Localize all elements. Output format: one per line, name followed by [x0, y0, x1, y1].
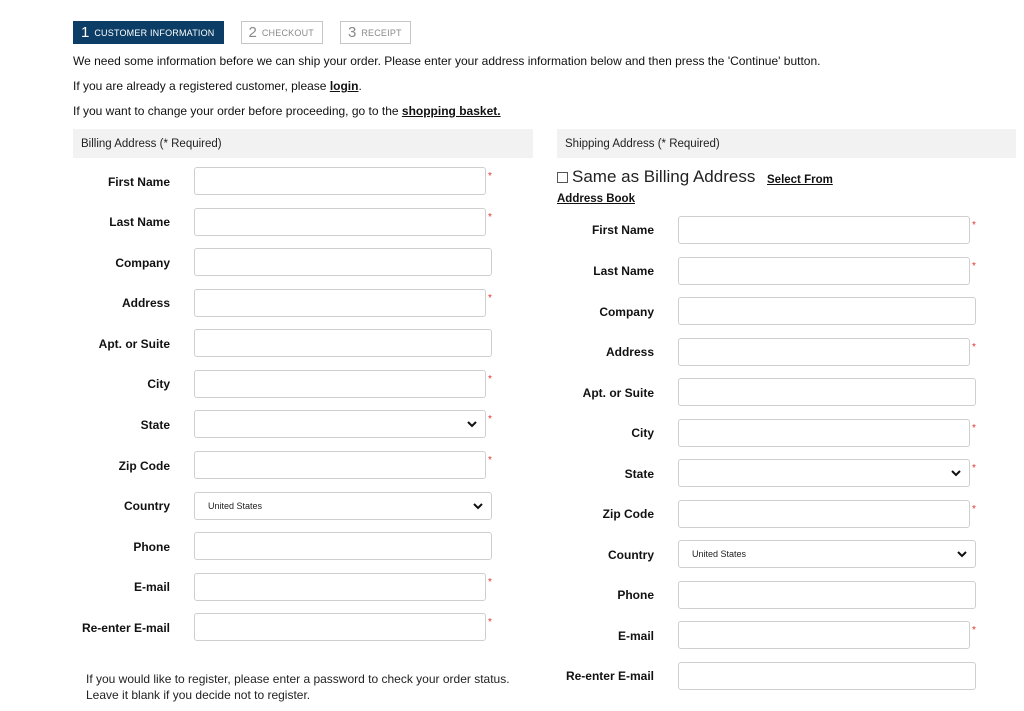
select-from-address-book-link[interactable]: Select From: [767, 174, 833, 186]
same-as-billing: [557, 167, 755, 187]
billing-country-select[interactable]: [194, 492, 492, 520]
login-prompt-text: If you are already a registered customer, please: [73, 79, 330, 93]
shipping-email-input[interactable]: [678, 621, 970, 649]
required-mark: *: [972, 463, 976, 474]
shipping-country-select[interactable]: [678, 540, 976, 568]
shipping-first-name-input[interactable]: [678, 216, 970, 244]
chevron-down-icon: [466, 418, 478, 430]
shipping-apt-input[interactable]: [678, 378, 976, 406]
basket-prompt-text: If you want to change your order before proceeding, go to the: [73, 104, 402, 118]
required-mark: *: [972, 625, 976, 636]
billing-reenter-email-input[interactable]: [194, 613, 486, 641]
billing-last-name-label: Last Name: [109, 215, 170, 229]
billing-email-input[interactable]: [194, 573, 486, 601]
billing-phone-input[interactable]: [194, 532, 492, 560]
billing-zip-label: Zip Code: [118, 459, 170, 473]
basket-prompt: [73, 104, 501, 118]
step-receipt[interactable]: [340, 21, 411, 44]
shipping-address-label: Address: [605, 345, 654, 359]
required-mark: *: [972, 342, 976, 353]
required-mark: *: [488, 293, 492, 304]
shipping-zip-input[interactable]: [678, 500, 970, 528]
shipping-zip-label: Zip Code: [602, 507, 654, 521]
required-mark: *: [488, 374, 492, 385]
billing-state-label: State: [140, 418, 170, 432]
billing-reenter-email-label: Re-enter E-mail: [81, 621, 170, 635]
shipping-phone-label: Phone: [617, 588, 654, 602]
checkbox-icon[interactable]: [557, 172, 568, 183]
step-number: 2: [248, 24, 257, 41]
required-mark: *: [488, 171, 492, 182]
required-mark: *: [488, 212, 492, 223]
shipping-city-input[interactable]: [678, 419, 970, 447]
shipping-email-label: E-mail: [617, 629, 654, 643]
billing-address-input[interactable]: [194, 289, 486, 317]
shipping-country-label: Country: [608, 548, 654, 562]
billing-address-header: Billing Address (* Required): [73, 129, 533, 158]
chevron-down-icon: [956, 548, 968, 560]
login-prompt: [73, 79, 362, 93]
same-as-billing-label: Same as Billing Address: [572, 167, 756, 186]
billing-city-label: City: [147, 377, 170, 391]
billing-company-input[interactable]: [194, 248, 492, 276]
billing-apt-input[interactable]: [194, 329, 492, 357]
required-mark: *: [972, 261, 976, 272]
billing-company-label: Company: [115, 256, 170, 270]
billing-first-name-input[interactable]: [194, 167, 486, 195]
required-mark: *: [488, 455, 492, 466]
shipping-reenter-email-label: Re-enter E-mail: [565, 669, 654, 683]
shipping-address-header: Shipping Address (* Required): [557, 129, 1016, 158]
login-prompt-suffix: .: [358, 79, 362, 93]
chevron-down-icon: [950, 467, 962, 479]
shopping-basket-link[interactable]: shopping basket.: [401, 104, 501, 118]
billing-address-label: Address: [121, 296, 170, 310]
chevron-down-icon: [472, 500, 484, 512]
shipping-address-input[interactable]: [678, 338, 970, 366]
shipping-last-name-input[interactable]: [678, 257, 970, 285]
shipping-apt-label: Apt. or Suite: [582, 386, 654, 400]
billing-email-label: E-mail: [133, 580, 170, 594]
step-checkout[interactable]: [241, 21, 323, 44]
shipping-state-select[interactable]: [678, 459, 970, 487]
checkout-steps: [73, 21, 411, 44]
billing-zip-input[interactable]: [194, 451, 486, 479]
step-number: 1: [81, 24, 90, 41]
billing-apt-label: Apt. or Suite: [98, 337, 170, 351]
shipping-company-label: Company: [599, 305, 654, 319]
required-mark: *: [488, 577, 492, 588]
billing-city-input[interactable]: [194, 370, 486, 398]
required-mark: *: [972, 423, 976, 434]
step-label: CUSTOMER INFORMATION: [94, 27, 215, 38]
shipping-reenter-email-input[interactable]: [678, 662, 976, 690]
address-book-link[interactable]: Address Book: [557, 193, 635, 205]
billing-first-name-label: First Name: [107, 175, 170, 189]
shipping-last-name-label: Last Name: [593, 264, 654, 278]
register-note-line1: If you would like to register, please enter a password to check your order status.: [86, 672, 510, 686]
step-label: RECEIPT: [361, 27, 402, 38]
shipping-first-name-label: First Name: [591, 223, 654, 237]
billing-country-label: Country: [124, 499, 170, 513]
required-mark: *: [972, 504, 976, 515]
billing-phone-label: Phone: [133, 540, 170, 554]
required-mark: *: [488, 414, 492, 425]
billing-state-select[interactable]: [194, 410, 486, 438]
required-mark: *: [488, 617, 492, 628]
shipping-phone-input[interactable]: [678, 581, 976, 609]
step-customer-information[interactable]: [73, 21, 224, 44]
register-note-line2: Leave it blank if you decide not to register.: [86, 688, 311, 702]
billing-country-value: United States: [208, 501, 263, 511]
shipping-company-input[interactable]: [678, 297, 976, 325]
login-link[interactable]: login: [329, 79, 359, 93]
billing-last-name-input[interactable]: [194, 208, 486, 236]
required-mark: *: [972, 220, 976, 231]
shipping-city-label: City: [631, 426, 654, 440]
step-number: 3: [347, 24, 357, 41]
intro-text: We need some information before we can ship your order. Please enter your address information below and then press the 'Continue' button.: [73, 54, 821, 68]
shipping-country-value: United States: [692, 549, 747, 559]
step-label: CHECKOUT: [261, 27, 314, 38]
shipping-state-label: State: [624, 467, 654, 481]
